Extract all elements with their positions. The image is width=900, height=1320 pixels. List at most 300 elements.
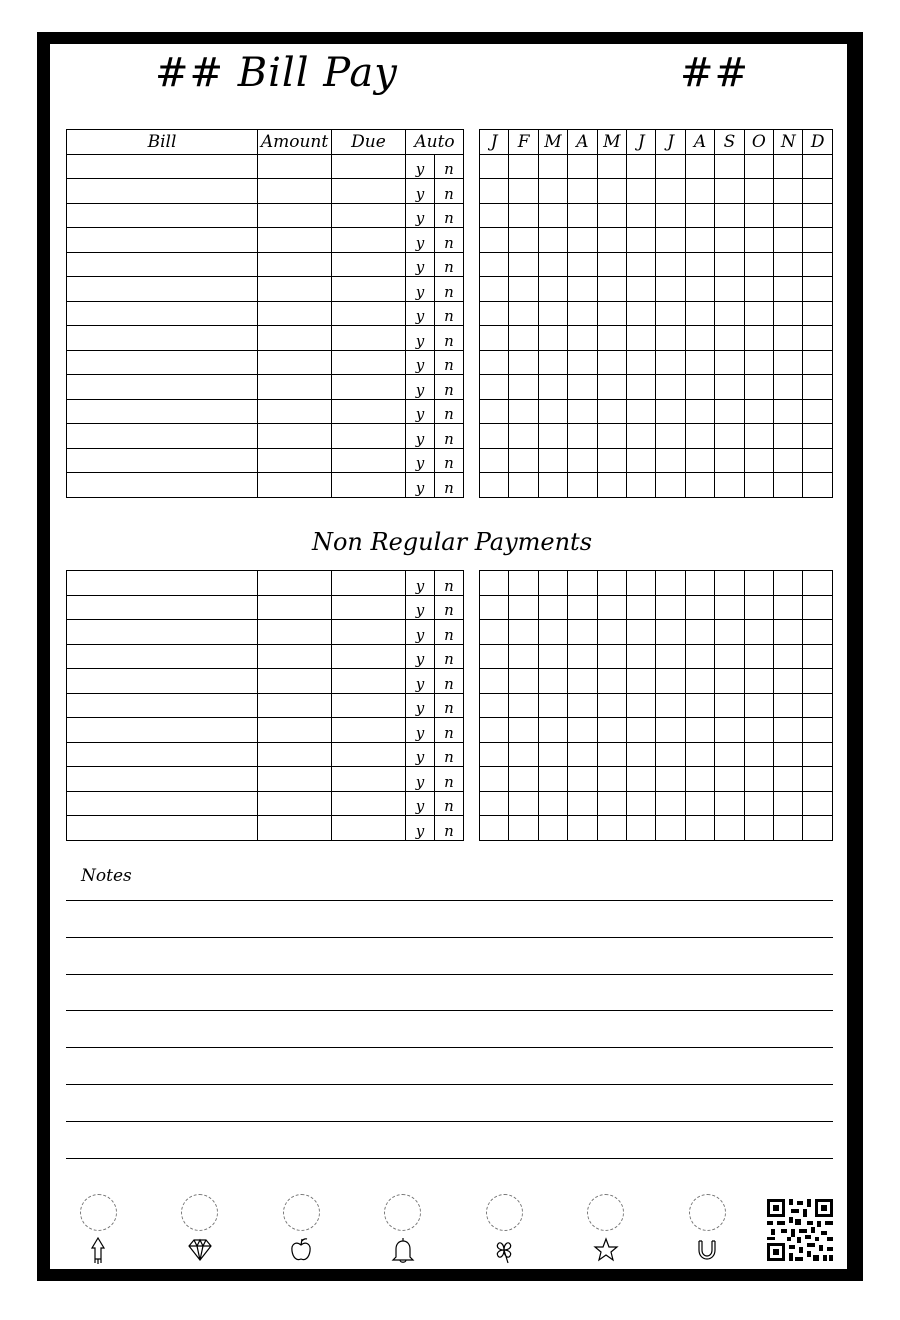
month-checkbox-cell[interactable] bbox=[480, 228, 509, 253]
month-checkbox-cell[interactable] bbox=[480, 718, 509, 743]
month-checkbox-cell[interactable] bbox=[538, 718, 567, 743]
month-checkbox-cell[interactable] bbox=[656, 326, 685, 351]
month-checkbox-cell[interactable] bbox=[715, 669, 744, 694]
month-checkbox-cell[interactable] bbox=[744, 301, 773, 326]
month-checkbox-cell[interactable] bbox=[685, 252, 714, 277]
due-cell[interactable] bbox=[332, 767, 406, 792]
month-checkbox-cell[interactable] bbox=[685, 326, 714, 351]
auto-no-option[interactable]: n bbox=[435, 718, 464, 743]
month-checkbox-cell[interactable] bbox=[656, 399, 685, 424]
auto-no-option[interactable]: n bbox=[435, 326, 464, 351]
month-checkbox-cell[interactable] bbox=[685, 228, 714, 253]
month-checkbox-cell[interactable] bbox=[774, 326, 803, 351]
month-checkbox-cell[interactable] bbox=[568, 791, 597, 816]
auto-yes-option[interactable]: y bbox=[406, 424, 435, 449]
auto-yes-option[interactable]: y bbox=[406, 154, 435, 179]
auto-yes-option[interactable]: y bbox=[406, 301, 435, 326]
bill-cell[interactable] bbox=[67, 326, 258, 351]
amount-cell[interactable] bbox=[258, 154, 332, 179]
amount-cell[interactable] bbox=[258, 179, 332, 204]
sticker-circle[interactable] bbox=[80, 1194, 117, 1231]
month-checkbox-cell[interactable] bbox=[774, 277, 803, 302]
auto-no-option[interactable]: n bbox=[435, 742, 464, 767]
month-checkbox-cell[interactable] bbox=[597, 448, 626, 473]
auto-yes-option[interactable]: y bbox=[406, 693, 435, 718]
month-checkbox-cell[interactable] bbox=[480, 277, 509, 302]
auto-no-option[interactable]: n bbox=[435, 669, 464, 694]
month-checkbox-cell[interactable] bbox=[656, 228, 685, 253]
month-checkbox-cell[interactable] bbox=[744, 620, 773, 645]
month-checkbox-cell[interactable] bbox=[685, 644, 714, 669]
month-checkbox-cell[interactable] bbox=[627, 742, 656, 767]
month-checkbox-cell[interactable] bbox=[597, 620, 626, 645]
month-checkbox-cell[interactable] bbox=[509, 375, 538, 400]
month-checkbox-cell[interactable] bbox=[538, 228, 567, 253]
month-checkbox-cell[interactable] bbox=[627, 669, 656, 694]
month-checkbox-cell[interactable] bbox=[803, 228, 833, 253]
month-checkbox-cell[interactable] bbox=[715, 228, 744, 253]
month-checkbox-cell[interactable] bbox=[597, 669, 626, 694]
due-cell[interactable] bbox=[332, 179, 406, 204]
month-checkbox-cell[interactable] bbox=[627, 816, 656, 841]
month-checkbox-cell[interactable] bbox=[568, 816, 597, 841]
month-checkbox-cell[interactable] bbox=[715, 154, 744, 179]
month-checkbox-cell[interactable] bbox=[538, 252, 567, 277]
auto-no-option[interactable]: n bbox=[435, 228, 464, 253]
month-checkbox-cell[interactable] bbox=[597, 277, 626, 302]
month-checkbox-cell[interactable] bbox=[744, 326, 773, 351]
month-checkbox-cell[interactable] bbox=[685, 154, 714, 179]
month-checkbox-cell[interactable] bbox=[803, 791, 833, 816]
note-line[interactable] bbox=[66, 900, 833, 901]
auto-yes-option[interactable]: y bbox=[406, 595, 435, 620]
month-checkbox-cell[interactable] bbox=[715, 277, 744, 302]
month-checkbox-cell[interactable] bbox=[568, 301, 597, 326]
month-checkbox-cell[interactable] bbox=[744, 203, 773, 228]
month-checkbox-cell[interactable] bbox=[480, 252, 509, 277]
auto-no-option[interactable]: n bbox=[435, 179, 464, 204]
amount-cell[interactable] bbox=[258, 473, 332, 498]
month-checkbox-cell[interactable] bbox=[685, 742, 714, 767]
month-checkbox-cell[interactable] bbox=[774, 620, 803, 645]
month-checkbox-cell[interactable] bbox=[803, 424, 833, 449]
month-checkbox-cell[interactable] bbox=[597, 154, 626, 179]
auto-yes-option[interactable]: y bbox=[406, 277, 435, 302]
due-cell[interactable] bbox=[332, 154, 406, 179]
bill-cell[interactable] bbox=[67, 669, 258, 694]
month-checkbox-cell[interactable] bbox=[627, 473, 656, 498]
month-checkbox-cell[interactable] bbox=[627, 228, 656, 253]
bill-cell[interactable] bbox=[67, 424, 258, 449]
bill-cell[interactable] bbox=[67, 473, 258, 498]
month-checkbox-cell[interactable] bbox=[597, 424, 626, 449]
month-checkbox-cell[interactable] bbox=[627, 154, 656, 179]
month-checkbox-cell[interactable] bbox=[803, 595, 833, 620]
month-checkbox-cell[interactable] bbox=[568, 448, 597, 473]
month-checkbox-cell[interactable] bbox=[656, 301, 685, 326]
month-checkbox-cell[interactable] bbox=[774, 742, 803, 767]
month-checkbox-cell[interactable] bbox=[685, 424, 714, 449]
month-checkbox-cell[interactable] bbox=[480, 179, 509, 204]
month-checkbox-cell[interactable] bbox=[803, 816, 833, 841]
month-checkbox-cell[interactable] bbox=[568, 399, 597, 424]
month-checkbox-cell[interactable] bbox=[480, 424, 509, 449]
month-checkbox-cell[interactable] bbox=[744, 350, 773, 375]
month-checkbox-cell[interactable] bbox=[627, 326, 656, 351]
due-cell[interactable] bbox=[332, 228, 406, 253]
month-checkbox-cell[interactable] bbox=[597, 595, 626, 620]
bill-cell[interactable] bbox=[67, 693, 258, 718]
month-checkbox-cell[interactable] bbox=[568, 252, 597, 277]
month-checkbox-cell[interactable] bbox=[715, 816, 744, 841]
month-checkbox-cell[interactable] bbox=[803, 203, 833, 228]
due-cell[interactable] bbox=[332, 375, 406, 400]
month-checkbox-cell[interactable] bbox=[656, 693, 685, 718]
month-checkbox-cell[interactable] bbox=[715, 399, 744, 424]
month-checkbox-cell[interactable] bbox=[627, 644, 656, 669]
month-checkbox-cell[interactable] bbox=[568, 179, 597, 204]
due-cell[interactable] bbox=[332, 350, 406, 375]
month-checkbox-cell[interactable] bbox=[538, 179, 567, 204]
month-checkbox-cell[interactable] bbox=[715, 693, 744, 718]
month-checkbox-cell[interactable] bbox=[685, 620, 714, 645]
bill-cell[interactable] bbox=[67, 154, 258, 179]
month-checkbox-cell[interactable] bbox=[538, 203, 567, 228]
month-checkbox-cell[interactable] bbox=[656, 644, 685, 669]
amount-cell[interactable] bbox=[258, 767, 332, 792]
month-checkbox-cell[interactable] bbox=[597, 718, 626, 743]
month-checkbox-cell[interactable] bbox=[538, 154, 567, 179]
due-cell[interactable] bbox=[332, 620, 406, 645]
month-checkbox-cell[interactable] bbox=[509, 767, 538, 792]
month-checkbox-cell[interactable] bbox=[803, 669, 833, 694]
month-checkbox-cell[interactable] bbox=[480, 301, 509, 326]
month-checkbox-cell[interactable] bbox=[685, 448, 714, 473]
month-checkbox-cell[interactable] bbox=[568, 154, 597, 179]
auto-no-option[interactable]: n bbox=[435, 791, 464, 816]
month-checkbox-cell[interactable] bbox=[744, 375, 773, 400]
auto-no-option[interactable]: n bbox=[435, 350, 464, 375]
auto-yes-option[interactable]: y bbox=[406, 791, 435, 816]
month-checkbox-cell[interactable] bbox=[568, 571, 597, 596]
month-checkbox-cell[interactable] bbox=[568, 620, 597, 645]
sticker-circle[interactable] bbox=[283, 1194, 320, 1231]
month-checkbox-cell[interactable] bbox=[774, 644, 803, 669]
month-checkbox-cell[interactable] bbox=[803, 571, 833, 596]
month-checkbox-cell[interactable] bbox=[715, 767, 744, 792]
month-checkbox-cell[interactable] bbox=[509, 718, 538, 743]
amount-cell[interactable] bbox=[258, 595, 332, 620]
month-checkbox-cell[interactable] bbox=[509, 816, 538, 841]
month-checkbox-cell[interactable] bbox=[627, 203, 656, 228]
month-checkbox-cell[interactable] bbox=[656, 595, 685, 620]
due-cell[interactable] bbox=[332, 718, 406, 743]
auto-no-option[interactable]: n bbox=[435, 571, 464, 596]
bill-cell[interactable] bbox=[67, 767, 258, 792]
month-checkbox-cell[interactable] bbox=[715, 350, 744, 375]
month-checkbox-cell[interactable] bbox=[568, 718, 597, 743]
amount-cell[interactable] bbox=[258, 448, 332, 473]
month-checkbox-cell[interactable] bbox=[509, 326, 538, 351]
month-checkbox-cell[interactable] bbox=[685, 595, 714, 620]
month-checkbox-cell[interactable] bbox=[597, 301, 626, 326]
month-checkbox-cell[interactable] bbox=[509, 742, 538, 767]
month-checkbox-cell[interactable] bbox=[685, 301, 714, 326]
month-checkbox-cell[interactable] bbox=[568, 326, 597, 351]
month-checkbox-cell[interactable] bbox=[656, 448, 685, 473]
month-checkbox-cell[interactable] bbox=[744, 473, 773, 498]
auto-yes-option[interactable]: y bbox=[406, 203, 435, 228]
due-cell[interactable] bbox=[332, 301, 406, 326]
auto-no-option[interactable]: n bbox=[435, 277, 464, 302]
note-line[interactable] bbox=[66, 937, 833, 938]
amount-cell[interactable] bbox=[258, 620, 332, 645]
month-checkbox-cell[interactable] bbox=[627, 179, 656, 204]
due-cell[interactable] bbox=[332, 791, 406, 816]
month-checkbox-cell[interactable] bbox=[656, 742, 685, 767]
month-checkbox-cell[interactable] bbox=[656, 669, 685, 694]
month-checkbox-cell[interactable] bbox=[627, 718, 656, 743]
month-checkbox-cell[interactable] bbox=[480, 595, 509, 620]
month-checkbox-cell[interactable] bbox=[538, 424, 567, 449]
month-checkbox-cell[interactable] bbox=[480, 326, 509, 351]
amount-cell[interactable] bbox=[258, 791, 332, 816]
month-checkbox-cell[interactable] bbox=[656, 767, 685, 792]
bill-cell[interactable] bbox=[67, 399, 258, 424]
auto-no-option[interactable]: n bbox=[435, 693, 464, 718]
month-checkbox-cell[interactable] bbox=[685, 277, 714, 302]
auto-no-option[interactable]: n bbox=[435, 399, 464, 424]
month-checkbox-cell[interactable] bbox=[715, 571, 744, 596]
month-checkbox-cell[interactable] bbox=[685, 375, 714, 400]
month-checkbox-cell[interactable] bbox=[744, 399, 773, 424]
month-checkbox-cell[interactable] bbox=[744, 154, 773, 179]
month-checkbox-cell[interactable] bbox=[803, 473, 833, 498]
month-checkbox-cell[interactable] bbox=[627, 767, 656, 792]
month-checkbox-cell[interactable] bbox=[774, 424, 803, 449]
month-checkbox-cell[interactable] bbox=[774, 301, 803, 326]
month-checkbox-cell[interactable] bbox=[627, 620, 656, 645]
bill-cell[interactable] bbox=[67, 571, 258, 596]
month-checkbox-cell[interactable] bbox=[774, 816, 803, 841]
month-checkbox-cell[interactable] bbox=[685, 669, 714, 694]
sticker-circle[interactable] bbox=[181, 1194, 218, 1231]
auto-yes-option[interactable]: y bbox=[406, 448, 435, 473]
month-checkbox-cell[interactable] bbox=[685, 179, 714, 204]
auto-yes-option[interactable]: y bbox=[406, 179, 435, 204]
due-cell[interactable] bbox=[332, 424, 406, 449]
bill-cell[interactable] bbox=[67, 277, 258, 302]
month-checkbox-cell[interactable] bbox=[480, 448, 509, 473]
month-checkbox-cell[interactable] bbox=[744, 644, 773, 669]
month-checkbox-cell[interactable] bbox=[538, 620, 567, 645]
month-checkbox-cell[interactable] bbox=[538, 448, 567, 473]
month-checkbox-cell[interactable] bbox=[509, 301, 538, 326]
month-checkbox-cell[interactable] bbox=[509, 669, 538, 694]
auto-no-option[interactable]: n bbox=[435, 203, 464, 228]
month-checkbox-cell[interactable] bbox=[480, 767, 509, 792]
month-checkbox-cell[interactable] bbox=[656, 179, 685, 204]
month-checkbox-cell[interactable] bbox=[656, 375, 685, 400]
bill-cell[interactable] bbox=[67, 620, 258, 645]
month-checkbox-cell[interactable] bbox=[715, 718, 744, 743]
month-checkbox-cell[interactable] bbox=[715, 473, 744, 498]
month-checkbox-cell[interactable] bbox=[744, 742, 773, 767]
month-checkbox-cell[interactable] bbox=[627, 350, 656, 375]
month-checkbox-cell[interactable] bbox=[480, 620, 509, 645]
due-cell[interactable] bbox=[332, 595, 406, 620]
month-checkbox-cell[interactable] bbox=[597, 228, 626, 253]
month-checkbox-cell[interactable] bbox=[656, 620, 685, 645]
month-checkbox-cell[interactable] bbox=[538, 644, 567, 669]
amount-cell[interactable] bbox=[258, 375, 332, 400]
amount-cell[interactable] bbox=[258, 326, 332, 351]
month-checkbox-cell[interactable] bbox=[627, 375, 656, 400]
month-checkbox-cell[interactable] bbox=[568, 595, 597, 620]
amount-cell[interactable] bbox=[258, 718, 332, 743]
due-cell[interactable] bbox=[332, 277, 406, 302]
bill-cell[interactable] bbox=[67, 448, 258, 473]
month-checkbox-cell[interactable] bbox=[715, 742, 744, 767]
month-checkbox-cell[interactable] bbox=[627, 571, 656, 596]
due-cell[interactable] bbox=[332, 571, 406, 596]
auto-no-option[interactable]: n bbox=[435, 252, 464, 277]
month-checkbox-cell[interactable] bbox=[803, 742, 833, 767]
bill-cell[interactable] bbox=[67, 595, 258, 620]
month-checkbox-cell[interactable] bbox=[803, 179, 833, 204]
sticker-circle[interactable] bbox=[384, 1194, 421, 1231]
month-checkbox-cell[interactable] bbox=[744, 228, 773, 253]
auto-no-option[interactable]: n bbox=[435, 767, 464, 792]
auto-yes-option[interactable]: y bbox=[406, 620, 435, 645]
month-checkbox-cell[interactable] bbox=[597, 571, 626, 596]
bill-cell[interactable] bbox=[67, 179, 258, 204]
month-checkbox-cell[interactable] bbox=[597, 399, 626, 424]
month-checkbox-cell[interactable] bbox=[803, 326, 833, 351]
auto-no-option[interactable]: n bbox=[435, 644, 464, 669]
month-checkbox-cell[interactable] bbox=[803, 620, 833, 645]
month-checkbox-cell[interactable] bbox=[597, 179, 626, 204]
amount-cell[interactable] bbox=[258, 350, 332, 375]
month-checkbox-cell[interactable] bbox=[744, 252, 773, 277]
month-checkbox-cell[interactable] bbox=[480, 669, 509, 694]
month-checkbox-cell[interactable] bbox=[480, 742, 509, 767]
amount-cell[interactable] bbox=[258, 277, 332, 302]
note-line[interactable] bbox=[66, 1010, 833, 1011]
month-checkbox-cell[interactable] bbox=[597, 350, 626, 375]
month-checkbox-cell[interactable] bbox=[744, 424, 773, 449]
auto-yes-option[interactable]: y bbox=[406, 399, 435, 424]
auto-no-option[interactable]: n bbox=[435, 620, 464, 645]
month-checkbox-cell[interactable] bbox=[803, 277, 833, 302]
amount-cell[interactable] bbox=[258, 399, 332, 424]
month-checkbox-cell[interactable] bbox=[774, 791, 803, 816]
month-checkbox-cell[interactable] bbox=[480, 571, 509, 596]
month-checkbox-cell[interactable] bbox=[656, 154, 685, 179]
month-checkbox-cell[interactable] bbox=[744, 669, 773, 694]
month-checkbox-cell[interactable] bbox=[744, 693, 773, 718]
note-line[interactable] bbox=[66, 1047, 833, 1048]
month-checkbox-cell[interactable] bbox=[685, 203, 714, 228]
month-checkbox-cell[interactable] bbox=[597, 252, 626, 277]
month-checkbox-cell[interactable] bbox=[538, 571, 567, 596]
due-cell[interactable] bbox=[332, 669, 406, 694]
month-checkbox-cell[interactable] bbox=[509, 203, 538, 228]
due-cell[interactable] bbox=[332, 326, 406, 351]
bill-cell[interactable] bbox=[67, 791, 258, 816]
auto-no-option[interactable]: n bbox=[435, 816, 464, 841]
month-checkbox-cell[interactable] bbox=[568, 473, 597, 498]
month-checkbox-cell[interactable] bbox=[774, 154, 803, 179]
month-checkbox-cell[interactable] bbox=[803, 154, 833, 179]
month-checkbox-cell[interactable] bbox=[509, 424, 538, 449]
bill-cell[interactable] bbox=[67, 228, 258, 253]
note-line[interactable] bbox=[66, 1158, 833, 1159]
month-checkbox-cell[interactable] bbox=[627, 277, 656, 302]
month-checkbox-cell[interactable] bbox=[744, 767, 773, 792]
month-checkbox-cell[interactable] bbox=[597, 742, 626, 767]
auto-yes-option[interactable]: y bbox=[406, 228, 435, 253]
month-checkbox-cell[interactable] bbox=[774, 179, 803, 204]
month-checkbox-cell[interactable] bbox=[803, 448, 833, 473]
month-checkbox-cell[interactable] bbox=[538, 693, 567, 718]
auto-no-option[interactable]: n bbox=[435, 448, 464, 473]
month-checkbox-cell[interactable] bbox=[509, 277, 538, 302]
auto-no-option[interactable]: n bbox=[435, 595, 464, 620]
month-checkbox-cell[interactable] bbox=[509, 154, 538, 179]
month-checkbox-cell[interactable] bbox=[509, 571, 538, 596]
month-checkbox-cell[interactable] bbox=[627, 424, 656, 449]
month-checkbox-cell[interactable] bbox=[597, 375, 626, 400]
month-checkbox-cell[interactable] bbox=[568, 767, 597, 792]
month-checkbox-cell[interactable] bbox=[803, 350, 833, 375]
month-checkbox-cell[interactable] bbox=[597, 644, 626, 669]
month-checkbox-cell[interactable] bbox=[803, 252, 833, 277]
month-checkbox-cell[interactable] bbox=[538, 473, 567, 498]
month-checkbox-cell[interactable] bbox=[774, 203, 803, 228]
bill-cell[interactable] bbox=[67, 644, 258, 669]
bill-cell[interactable] bbox=[67, 203, 258, 228]
month-checkbox-cell[interactable] bbox=[715, 375, 744, 400]
note-line[interactable] bbox=[66, 974, 833, 975]
auto-yes-option[interactable]: y bbox=[406, 326, 435, 351]
month-checkbox-cell[interactable] bbox=[774, 693, 803, 718]
month-checkbox-cell[interactable] bbox=[509, 473, 538, 498]
month-checkbox-cell[interactable] bbox=[509, 620, 538, 645]
month-checkbox-cell[interactable] bbox=[715, 644, 744, 669]
sticker-circle[interactable] bbox=[486, 1194, 523, 1231]
month-checkbox-cell[interactable] bbox=[656, 571, 685, 596]
auto-no-option[interactable]: n bbox=[435, 424, 464, 449]
amount-cell[interactable] bbox=[258, 424, 332, 449]
auto-yes-option[interactable]: y bbox=[406, 767, 435, 792]
amount-cell[interactable] bbox=[258, 669, 332, 694]
auto-yes-option[interactable]: y bbox=[406, 473, 435, 498]
amount-cell[interactable] bbox=[258, 252, 332, 277]
month-checkbox-cell[interactable] bbox=[715, 620, 744, 645]
month-checkbox-cell[interactable] bbox=[715, 179, 744, 204]
month-checkbox-cell[interactable] bbox=[774, 669, 803, 694]
due-cell[interactable] bbox=[332, 816, 406, 841]
month-checkbox-cell[interactable] bbox=[480, 473, 509, 498]
month-checkbox-cell[interactable] bbox=[774, 473, 803, 498]
auto-no-option[interactable]: n bbox=[435, 473, 464, 498]
month-checkbox-cell[interactable] bbox=[627, 595, 656, 620]
auto-no-option[interactable]: n bbox=[435, 301, 464, 326]
month-checkbox-cell[interactable] bbox=[685, 693, 714, 718]
month-checkbox-cell[interactable] bbox=[744, 816, 773, 841]
month-checkbox-cell[interactable] bbox=[685, 571, 714, 596]
